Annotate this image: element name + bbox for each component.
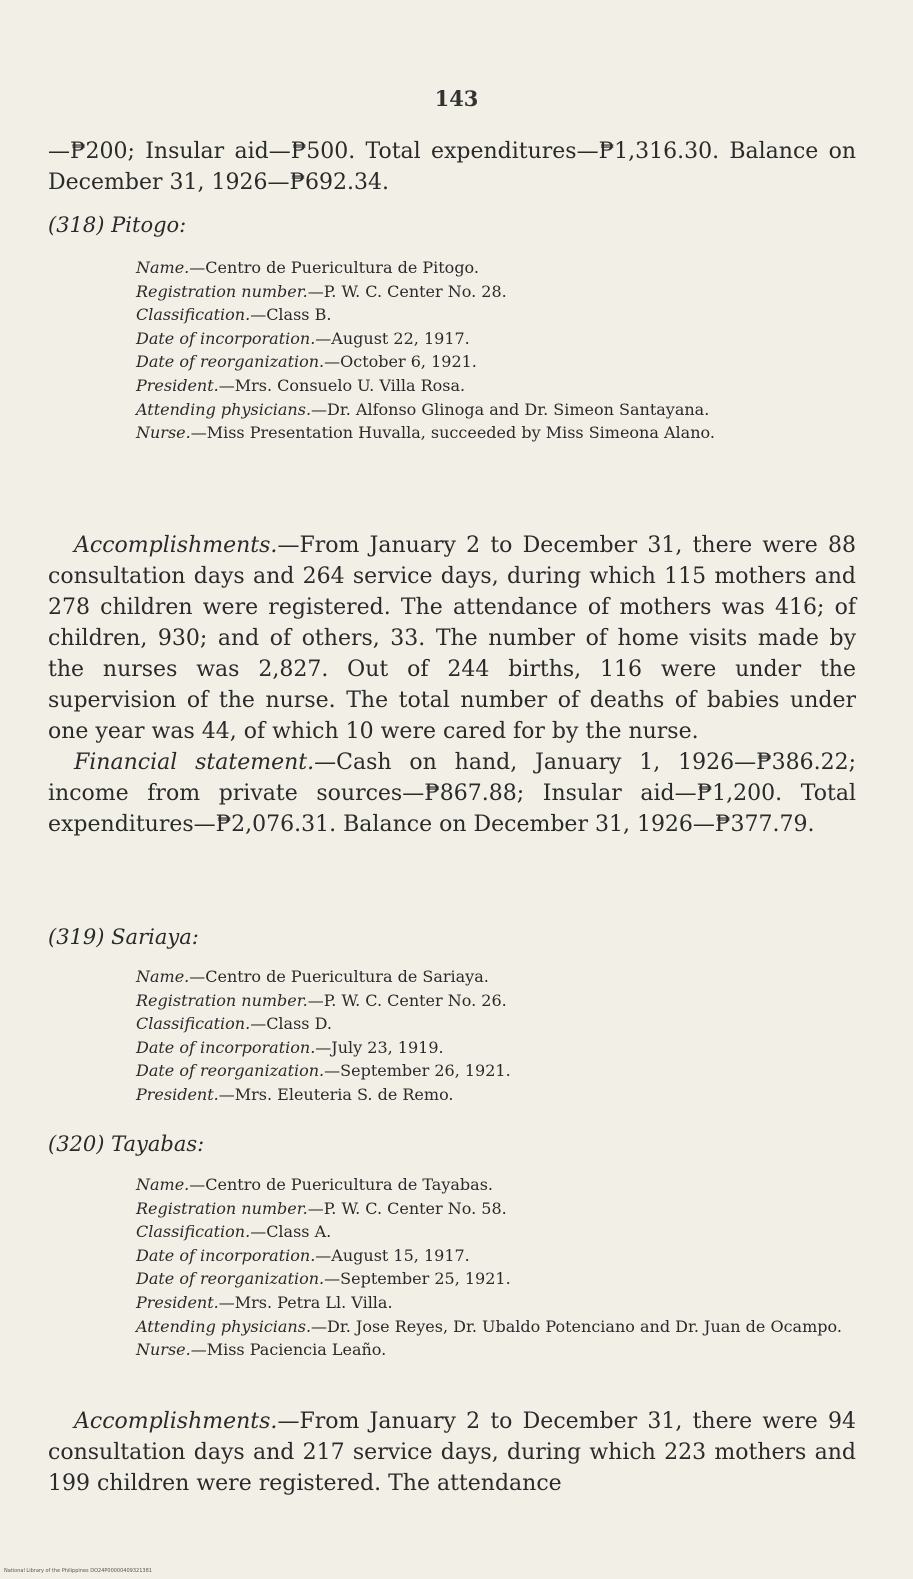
financial-statement-318: Financial statement.—Cash on hand, January 1, 1926—₱386.22; income from private sources—₱867.88; Insular aid—₱1,200. Total expenditures—₱2,076.31. Balance on December 31, 1926—₱377.79.	[48, 750, 857, 837]
detail-nurse: Nurse.—Miss Paciencia Leaño.	[136, 1340, 387, 1360]
detail-registration: Registration number.—P. W. C. Center No. 28.	[136, 281, 507, 301]
detail-president: President.—Mrs. Consuelo U. Villa Rosa.	[136, 375, 466, 395]
detail-physicians: Attending physicians.—Dr. Jose Reyes, Dr. Ubaldo Potenciano and Dr. Juan de Ocampo.	[136, 1316, 842, 1336]
intro-paragraph: —₱200; Insular aid—₱500. Total expenditures—₱1,316.30. Balance on December 31, 1926—₱692.34.	[48, 139, 856, 195]
accomplishments-318: Accomplishments.—From January 2 to December 31, there were 88 consultation days and 264 service days, during which 115 mothers and 278 children were registered. The attendance of mothers was 416; of children, 930; and of others, 33. The number of home visits made by the nurses was 2,827. Out of 244 births, 116 were under the supervision of the nurse. The total number of deaths of babies under one year was 44, of which 10 were cared for by the nurse. Financial statement.—Cash on hand, January 1, 1926—₱386.22; income from private sources—₱867.88; Insular aid—₱1,200. Total expenditures—₱2,076.31. Balance on December 31, 1926—₱377.79.	[48, 530, 856, 840]
detail-name: Name.—Centro de Puericultura de Sariaya.	[136, 967, 489, 986]
section-place: Sariaya:	[111, 925, 199, 949]
detail-president: President.—Mrs. Petra Ll. Villa.	[136, 1292, 393, 1312]
detail-incorporation: Date of incorporation.—August 15, 1917.	[136, 1245, 470, 1265]
section-place: Pitogo:	[111, 213, 187, 237]
detail-classification: Classification.—Class D.	[136, 1014, 332, 1034]
detail-physicians: Attending physicians.—Dr. Alfonso Glinoga and Dr. Simeon Santayana.	[136, 399, 710, 419]
section-heading-319	[48, 925, 199, 949]
detail-reorganization: Date of reorganization.—October 6, 1921.	[136, 352, 477, 372]
section-number: (320)	[48, 1132, 105, 1156]
section-number: (318)	[48, 213, 105, 237]
center-details-318	[136, 256, 852, 445]
detail-classification: Classification.—Class B.	[136, 305, 332, 325]
detail-reorganization: Date of reorganization.—September 26, 1921.	[136, 1061, 511, 1081]
section-heading-320	[48, 1132, 204, 1156]
center-details-320	[136, 1173, 852, 1362]
detail-nurse: Nurse.—Miss Presentation Huvalla, succeeded by Miss Simeona Alano.	[136, 423, 715, 443]
detail-incorporation: Date of incorporation.—August 22, 1917.	[136, 328, 470, 348]
accomplishments-320: Accomplishments.—From January 2 to December 31, there were 94 consultation days and 217 service days, during which 223 mothers and 199 children were registered. The attendance	[48, 1409, 856, 1496]
detail-reorganization: Date of reorganization.—September 25, 1921.	[136, 1269, 511, 1289]
detail-name: Name.—Centro de Puericultura de Tayabas.	[136, 1175, 493, 1194]
detail-incorporation: Date of incorporation.—July 23, 1919.	[136, 1037, 444, 1057]
section-place: Tayabas:	[111, 1132, 205, 1156]
detail-registration: Registration number.—P. W. C. Center No. 58.	[136, 1198, 507, 1218]
detail-president: President.—Mrs. Eleuteria S. de Remo.	[136, 1084, 454, 1104]
page-number: 143	[434, 86, 479, 111]
detail-name: Name.—Centro de Puericultura de Pitogo.	[136, 258, 479, 277]
section-number: (319)	[48, 925, 105, 949]
scan-footer: National Library of the Philippines DO24P00000409321381	[4, 1568, 152, 1574]
detail-registration: Registration number.—P. W. C. Center No. 26.	[136, 990, 507, 1010]
section-heading-318	[48, 213, 186, 237]
detail-classification: Classification.—Class A.	[136, 1222, 332, 1242]
center-details-319	[136, 965, 852, 1107]
